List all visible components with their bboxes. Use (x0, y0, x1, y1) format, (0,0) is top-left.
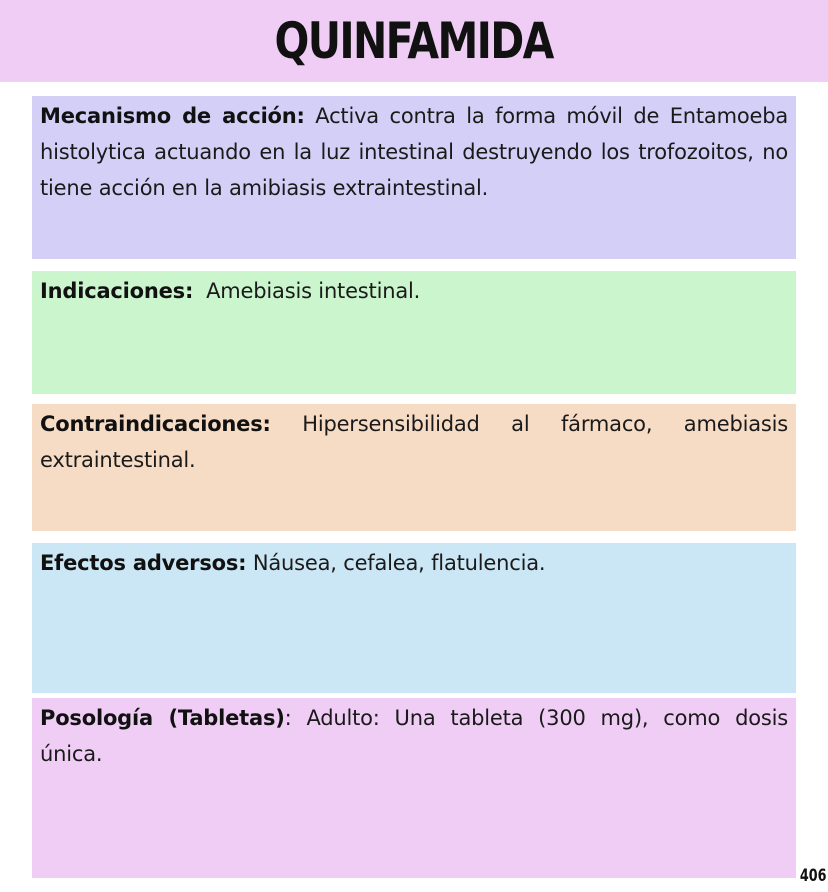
section-label: Mecanismo de acción: (40, 104, 305, 128)
section-efectos-adversos (32, 543, 796, 693)
section-label: Indicaciones: (40, 279, 194, 303)
page-title: QUINFAMIDA (274, 12, 554, 70)
section-text: Náusea, cefalea, flatulencia. (246, 551, 546, 575)
section-indicaciones (32, 271, 796, 394)
title-banner (0, 0, 828, 82)
section-contraindicaciones (32, 404, 796, 531)
section-label: Posología (Tabletas) (40, 706, 285, 730)
section-text: Activa contra la forma móvil de Entamoeba histolytica actuando en la luz intestinal destruyendo los trofozoitos, no tiene acción en la amibiasis extraintestinal. (40, 104, 789, 200)
section-posologia (32, 698, 796, 878)
page-number: 406 (799, 866, 826, 886)
section-mecanismo (32, 96, 796, 259)
section-label: Efectos adversos: (40, 551, 247, 575)
section-label: Contraindicaciones: (40, 412, 271, 436)
section-text: Amebiasis intestinal. (193, 279, 421, 303)
section-text: Hipersensibilidad al fármaco, amebiasis extraintestinal. (40, 412, 788, 472)
section-text: : Adulto: Una tableta (300 mg), como dosis única. (40, 706, 788, 766)
